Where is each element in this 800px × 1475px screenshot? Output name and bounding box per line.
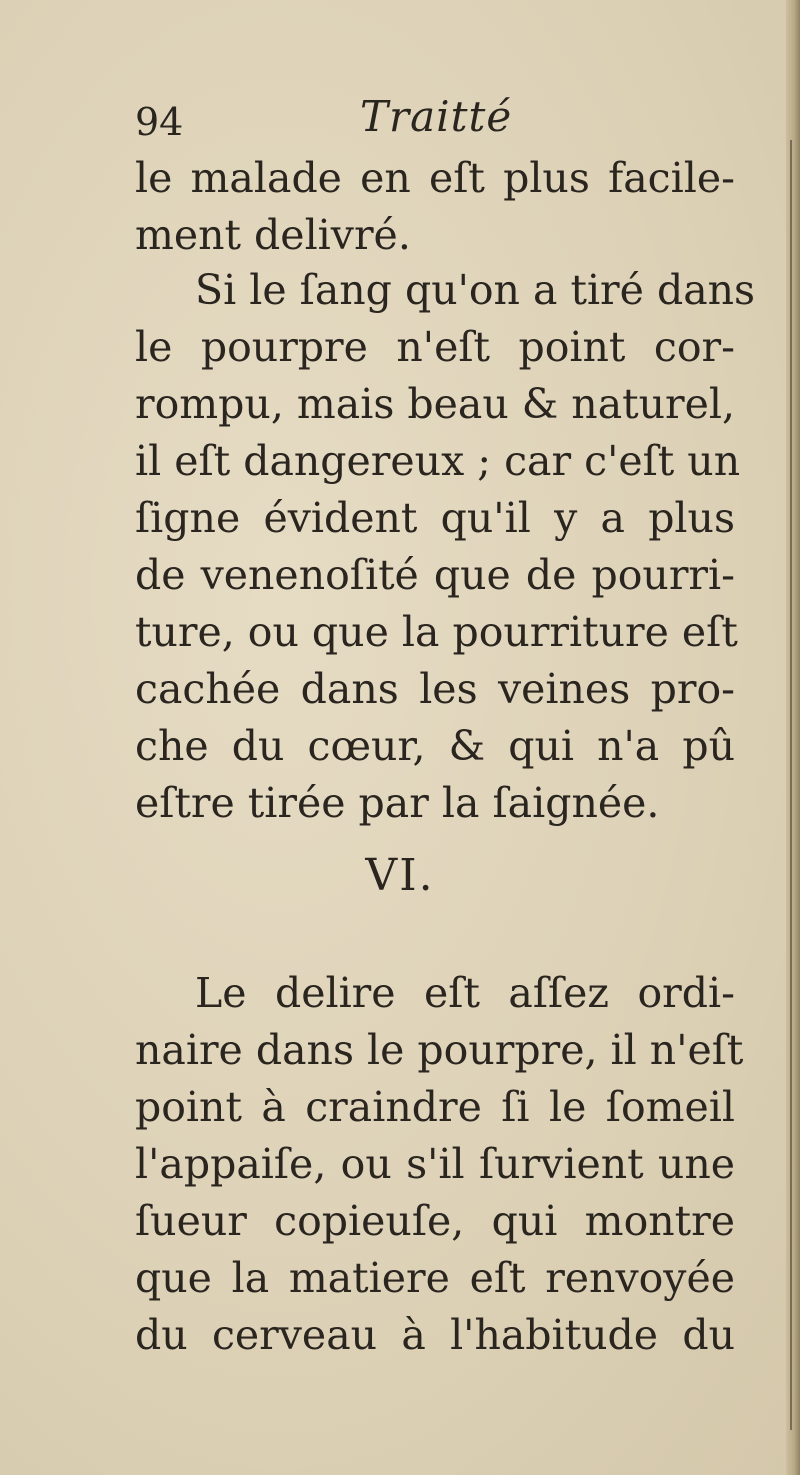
- text-line: eſtre tirée par la ſaignée.: [135, 779, 660, 827]
- paragraph-2: [135, 262, 756, 832]
- text-line: ment delivré.: [135, 211, 411, 259]
- section-heading: VI.: [365, 850, 435, 901]
- text-line: che du cœur, & qui n'a pû: [135, 722, 735, 770]
- text-line: cachée dans les veines pro-: [135, 665, 735, 713]
- page-number: 94: [135, 100, 184, 144]
- text-line: ſigne évident qu'il y a plus: [135, 494, 735, 542]
- text-line: naire dans le pourpre, il n'eſt: [135, 1026, 744, 1074]
- text-line: l'appaiſe, ou s'il ſurvient une: [135, 1140, 735, 1188]
- page-header: [135, 92, 725, 152]
- text-line: le malade en eſt plus facile-: [135, 154, 735, 202]
- paragraph-3: [135, 965, 744, 1364]
- text-line: ture, ou que la pourriture eſt: [135, 608, 738, 656]
- text-line: ſueur copieuſe, qui montre: [135, 1197, 735, 1245]
- text-line: point à craindre ſi le ſomeil: [135, 1083, 735, 1131]
- page-binding-shadow: [790, 140, 792, 1430]
- text-line: Si le ſang qu'on a tiré dans: [195, 266, 756, 314]
- page-edge: [786, 0, 800, 1475]
- paragraph-1: [135, 150, 735, 264]
- text-line: que la matiere eſt renvoyée: [135, 1254, 735, 1302]
- text-line: il eſt dangereux ; car c'eſt un: [135, 437, 741, 485]
- running-title: Traitté: [360, 92, 513, 141]
- text-line: de venenoſité que de pourri-: [135, 551, 735, 599]
- text-line: le pourpre n'eſt point cor-: [135, 323, 735, 371]
- text-line: Le delire eſt aſſez ordi-: [195, 969, 735, 1017]
- text-line: rompu, mais beau & naturel,: [135, 380, 736, 428]
- text-line: du cerveau à l'habitude du: [135, 1311, 735, 1359]
